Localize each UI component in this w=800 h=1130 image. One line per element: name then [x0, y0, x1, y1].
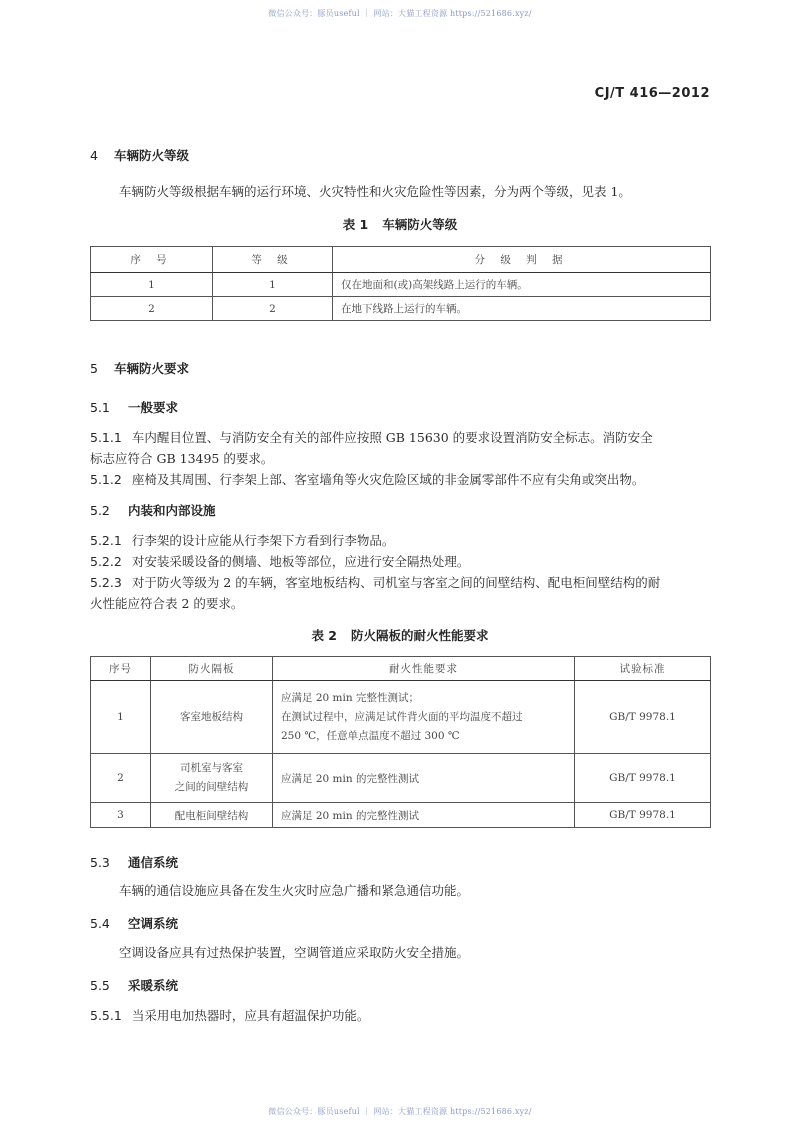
table-row: 1 客室地板结构 应满足 20 min 完整性测试； 在测试过程中，应满足试件背火面的平均温度不超过 250 ℃，任意单点温度不超过 300 ℃ GB/T 9978.1: [91, 681, 711, 754]
table-fire-partition: [90, 656, 711, 828]
clause-5-2-2: 5.2.2 对安装采暖设备的侧墙、地板等部位，应进行安全隔热处理。: [90, 554, 470, 569]
section-title: 车辆防火等级: [114, 148, 190, 163]
table-row: 2 司机室与客室 之间的间壁结构 应满足 20 min 的完整性测试 GB/T 9978.1: [91, 754, 711, 803]
table-row: 2 2 在地下线路上运行的车辆。: [91, 297, 711, 321]
clause-5-2-1: 5.2.1 行李架的设计应能从行李架下方看到行李物品。: [90, 533, 395, 548]
table-header-row: [91, 657, 711, 681]
section-5-2-heading: 5.2 内装和内部设施: [90, 503, 216, 518]
clause-5-1-1: 5.1.1 车内醒目位置、与消防安全有关的部件应按照 GB 15630 的要求设置消防安全标志。消防安全 标志应符合 GB 13495 的要求。: [90, 430, 653, 466]
col-header-partition: 防火隔板: [151, 657, 273, 681]
section-5-3-heading: 5.3 通信系统: [90, 855, 179, 870]
section-4-body: 车辆防火等级根据车辆的运行环境、火灾特性和火灾危险性等因素，分为两个等级，见表 1。: [119, 184, 631, 199]
section-number: 4: [90, 148, 98, 163]
col-header-no: 序 号: [91, 247, 213, 273]
section-5-3-body: 车辆的通信设施应具备在发生火灾时应急广播和紧急通信功能。: [119, 883, 470, 898]
clause-5-1-2: 5.1.2 座椅及其周围、行李架上部、客室墙角等火灾危险区域的非金属零部件不应有尖角或突出物。: [90, 472, 645, 487]
table-row: 3 配电柜间壁结构 应满足 20 min 的完整性测试 GB/T 9978.1: [91, 803, 711, 828]
col-header-requirement: 耐火性能要求: [273, 657, 575, 681]
section-4-heading: [90, 146, 189, 164]
clause-5-5-1: 5.5.1 当采用电加热器时，应具有超温保护功能。: [90, 1008, 370, 1023]
clause-5-2-3: 5.2.3 对于防火等级为 2 的车辆，客室地板结构、司机室与客室之间的间壁结构、配电柜间壁结构的耐 火性能应符合表 2 的要求。: [90, 575, 661, 611]
col-header-grade: 等 级: [213, 247, 333, 273]
section-5-4-heading: 5.4 空调系统: [90, 916, 179, 931]
watermark-top: 微信公众号：豚员useful ｜ 网站：大猫工程资源 https://521686.xyz/: [268, 9, 532, 18]
section-5-5-heading: 5.5 采暖系统: [90, 978, 179, 993]
table-fire-grade: [90, 246, 711, 321]
col-header-standard: 试验标准: [575, 657, 711, 681]
col-header-criteria: 分 级 判 据: [333, 247, 711, 273]
table-row: 1 1 仅在地面和(或)高架线路上运行的车辆。: [91, 273, 711, 297]
table-header-row: [91, 247, 711, 273]
section-5-1-heading: 5.1 一般要求: [90, 400, 179, 415]
section-5-4-body: 空调设备应具有过热保护装置，空调管道应采取防火安全措施。: [119, 945, 470, 960]
section-5-heading: 5 车辆防火要求: [90, 361, 190, 376]
table-1-caption: 表 1 车辆防火等级: [342, 217, 458, 232]
table-2-caption: 表 2 防火隔板的耐火性能要求: [311, 628, 489, 643]
standard-code: CJ/T 416—2012: [594, 86, 710, 101]
watermark-bottom: 微信公众号：豚员useful ｜ 网站：大猫工程资源 https://521686.xyz/: [268, 1107, 532, 1116]
col-header-no: 序号: [91, 657, 151, 681]
